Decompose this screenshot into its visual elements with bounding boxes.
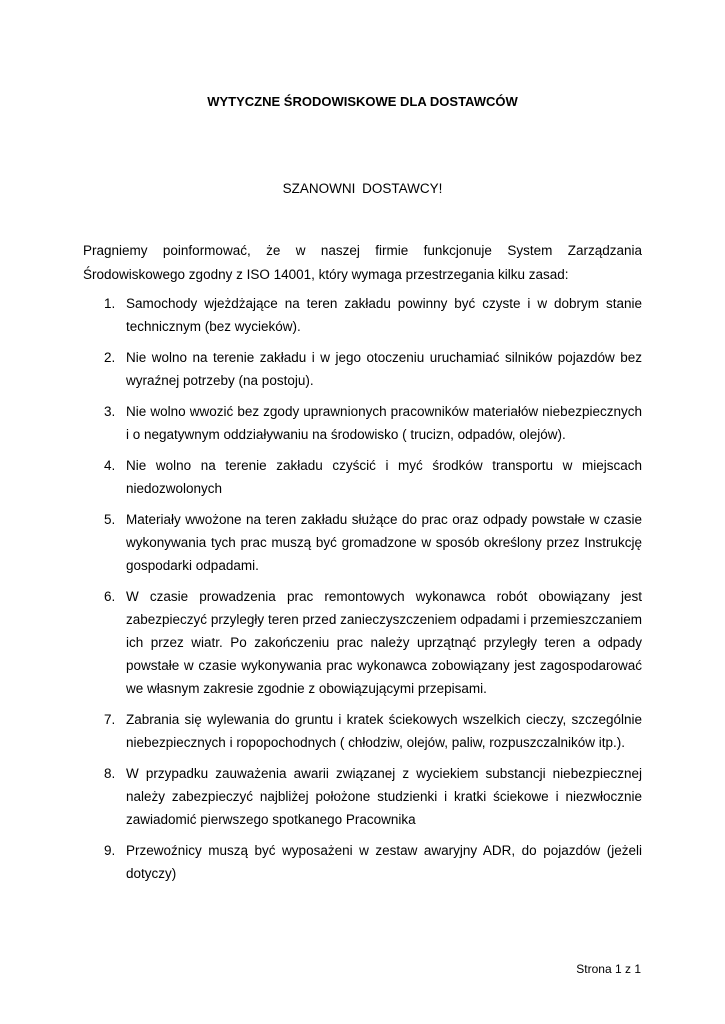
rule-text: W przypadku zauważenia awarii związanej z wyciekiem substancji niebezpiecznej należy zabezpieczyć najbliżej położone studzienki i kratki ściekowe i niezwłocznie zawiadomić pierwszego spotkanego Pracownika [126, 766, 642, 827]
rule-number: 6. [104, 589, 116, 604]
rule-item-4 [83, 454, 642, 500]
rule-number: 1. [104, 296, 116, 311]
rule-text: Przewoźnicy muszą być wyposażeni w zestaw awaryjny ADR, do pojazdów (jeżeli dotyczy) [126, 843, 642, 881]
page-number-footer: Strona 1 z 1 [576, 962, 641, 976]
intro-paragraph: Pragniemy poinformować, że w naszej firmie funkcjonuje System Zarządzania Środowiskowego zgodny z ISO 14001, który wymaga przestrzegania kilku zasad: [83, 243, 642, 282]
rule-number: 2. [104, 350, 116, 365]
rule-text: Nie wolno na terenie zakładu czyścić i myć środków transportu w miejscach niedozwolonych [126, 458, 642, 496]
rule-text: Materiały wwożone na teren zakładu służące do prac oraz odpady powstałe w czasie wykonywania tych prac muszą być gromadzone w sposób określony przez Instrukcję gospodarki odpadami. [126, 512, 642, 573]
rule-item-5 [83, 508, 642, 577]
rule-text: Samochody wjeżdżające na teren zakładu powinny być czyste i w dobrym stanie technicznym (bez wycieków). [126, 296, 642, 334]
rule-item-2 [83, 346, 642, 392]
document-title: WYTYCZNE ŚRODOWISKOWE DLA DOSTAWCÓW [207, 94, 518, 109]
salutation: SZANOWNI DOSTAWCY! [282, 181, 443, 196]
rule-text: Nie wolno wwozić bez zgody uprawnionych pracowników materiałów niebezpiecznych i o negatywnym oddziaływaniu na środowisko ( trucizn, odpadów, olejów). [126, 404, 642, 442]
rule-number: 8. [104, 766, 116, 781]
rule-item-7 [83, 708, 642, 754]
rule-number: 5. [104, 512, 116, 527]
rule-item-3 [83, 400, 642, 446]
rule-number: 4. [104, 458, 116, 473]
rules-list [83, 292, 642, 893]
rule-item-6 [83, 585, 642, 700]
rule-number: 3. [104, 404, 116, 419]
rule-number: 9. [104, 843, 116, 858]
rule-text: Zabrania się wylewania do gruntu i kratek ściekowych wszelkich cieczy, szczególnie niebezpiecznych i ropopochodnych ( chłodziw, olejów, paliw, rozpuszczalników itp.). [126, 712, 642, 750]
rule-item-8 [83, 762, 642, 831]
rule-item-1 [83, 292, 642, 338]
rule-item-9 [83, 839, 642, 885]
rule-text: W czasie prowadzenia prac remontowych wykonawca robót obowiązany jest zabezpieczyć przyległy teren przed zanieczyszczeniem odpadami i przemieszczaniem ich przez wiatr. Po zakończeniu prac należy uprzątnąć przyległy teren a odpady powstałe w czasie wykonywania prac wykonawca zobowiązany jest zagospodarować we własnym zakresie zgodnie z obowiązującymi przepisami. [126, 589, 642, 696]
rule-text: Nie wolno na terenie zakładu i w jego otoczeniu uruchamiać silników pojazdów bez wyraźnej potrzeby (na postoju). [126, 350, 642, 388]
rule-number: 7. [104, 712, 116, 727]
